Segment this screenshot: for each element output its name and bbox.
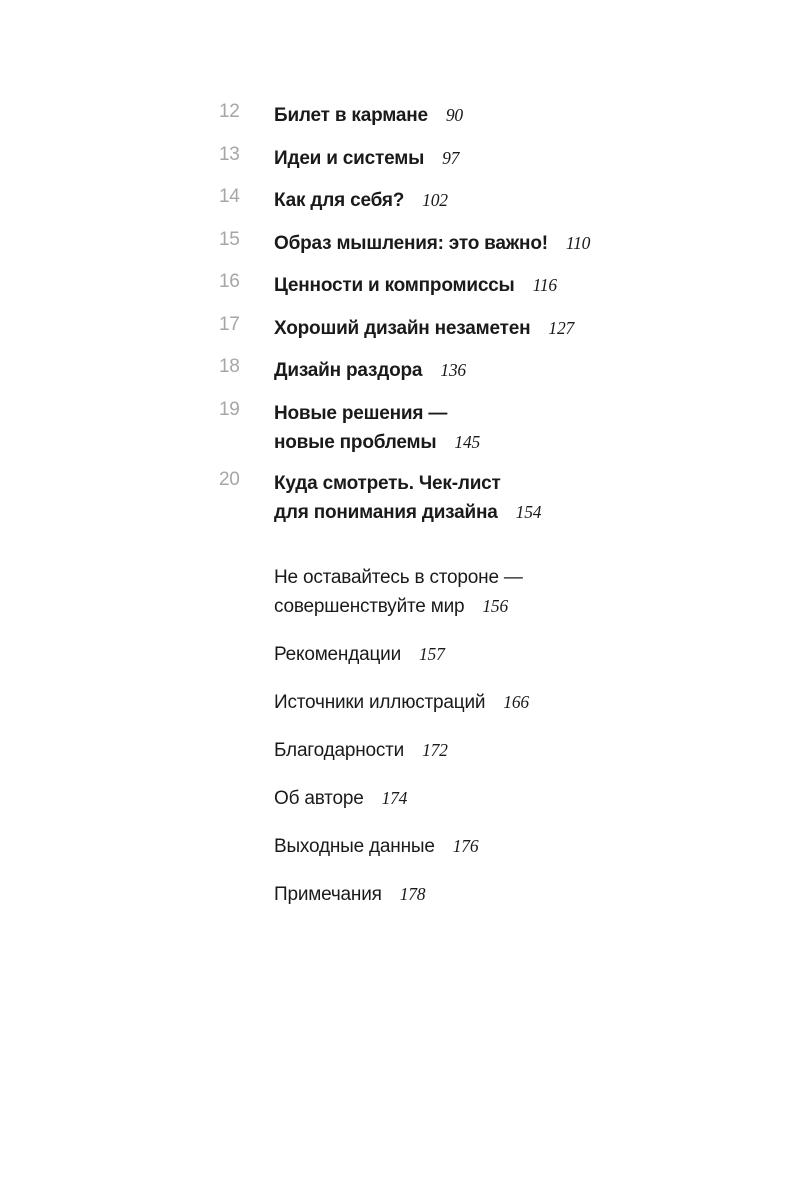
- page-number: 156: [482, 596, 509, 616]
- toc-section-entry[interactable]: [274, 563, 774, 621]
- page-number: 90: [445, 105, 463, 125]
- toc-section-entry[interactable]: [274, 640, 774, 669]
- chapter-title-text: Как для себя?: [274, 190, 405, 211]
- chapter-number: 17: [219, 313, 240, 335]
- section-title-line: Не оставайтесь в стороне —: [274, 567, 523, 588]
- chapter-title: [274, 399, 774, 457]
- chapter-title-text: Образ мышления: это важно!: [274, 232, 548, 254]
- chapter-title-line: для понимания дизайна: [274, 501, 498, 523]
- chapter-title-text: Дизайн раздора: [274, 360, 423, 381]
- section-title: Примечания: [274, 884, 382, 905]
- chapter-title: [274, 469, 774, 527]
- toc-section-entry[interactable]: [274, 880, 774, 909]
- chapter-title: [274, 144, 774, 173]
- page-number: 145: [454, 431, 481, 452]
- page-number: 127: [548, 317, 575, 338]
- chapter-number: 19: [219, 398, 240, 420]
- page-number: 176: [452, 836, 479, 856]
- page-number: 136: [440, 360, 466, 380]
- chapter-title: [274, 314, 774, 343]
- page-number: 174: [381, 788, 408, 808]
- section-title: Об авторе: [274, 788, 364, 809]
- chapter-number: 20: [219, 468, 240, 490]
- chapter-number: 12: [219, 101, 240, 122]
- toc-chapter-entry[interactable]: [0, 99, 805, 142]
- toc-section-entry[interactable]: [274, 784, 774, 813]
- back-matter-list: [274, 563, 774, 928]
- toc-chapter-entry[interactable]: [0, 184, 805, 227]
- page-number: 102: [422, 190, 448, 210]
- chapter-number: 16: [219, 271, 240, 292]
- section-title-line: совершенствуйте мир: [274, 596, 465, 617]
- chapter-list: [0, 99, 805, 537]
- section-title: Источники иллюстраций: [274, 692, 486, 713]
- chapter-title: [274, 356, 774, 385]
- page-number: 157: [418, 644, 445, 664]
- page-number: 172: [422, 740, 448, 760]
- page-number: 110: [565, 232, 591, 253]
- page-number: 166: [503, 692, 529, 712]
- toc-chapter-entry[interactable]: [0, 467, 805, 537]
- chapter-title-text: Идеи и системы: [274, 147, 425, 169]
- page-number: 154: [515, 501, 542, 522]
- chapter-title-line: Новые решения —: [274, 402, 448, 424]
- chapter-title-line: новые проблемы: [274, 431, 437, 453]
- toc-chapter-entry[interactable]: [0, 142, 805, 185]
- chapter-title-text: Ценности и компромиссы: [274, 275, 515, 296]
- chapter-title-line: Куда смотреть. Чек-лист: [274, 472, 501, 494]
- toc-section-entry[interactable]: [274, 688, 774, 717]
- toc-chapter-entry[interactable]: [0, 227, 805, 270]
- chapter-title: [274, 101, 774, 130]
- toc-chapter-entry[interactable]: [0, 354, 805, 397]
- chapter-title: [274, 271, 774, 300]
- toc-chapter-entry[interactable]: [0, 397, 805, 467]
- chapter-number: 14: [219, 186, 240, 207]
- chapter-title: [274, 229, 774, 258]
- section-title: Выходные данные: [274, 836, 435, 857]
- toc-chapter-entry[interactable]: [0, 269, 805, 312]
- toc-section-entry[interactable]: [274, 832, 774, 861]
- chapter-number: 18: [219, 356, 240, 377]
- toc-section-entry[interactable]: [274, 736, 774, 765]
- chapter-number: 13: [219, 143, 240, 165]
- chapter-number: 15: [219, 228, 240, 250]
- toc-chapter-entry[interactable]: [0, 312, 805, 355]
- chapter-title-text: Билет в кармане: [274, 105, 428, 126]
- chapter-title-text: Хороший дизайн незаметен: [274, 317, 531, 339]
- section-title: Рекомендации: [274, 644, 401, 665]
- page-number: 116: [532, 275, 557, 295]
- page-number: 97: [442, 147, 460, 168]
- section-title: Благодарности: [274, 740, 405, 761]
- page-number: 178: [399, 884, 426, 904]
- chapter-title: [274, 186, 774, 215]
